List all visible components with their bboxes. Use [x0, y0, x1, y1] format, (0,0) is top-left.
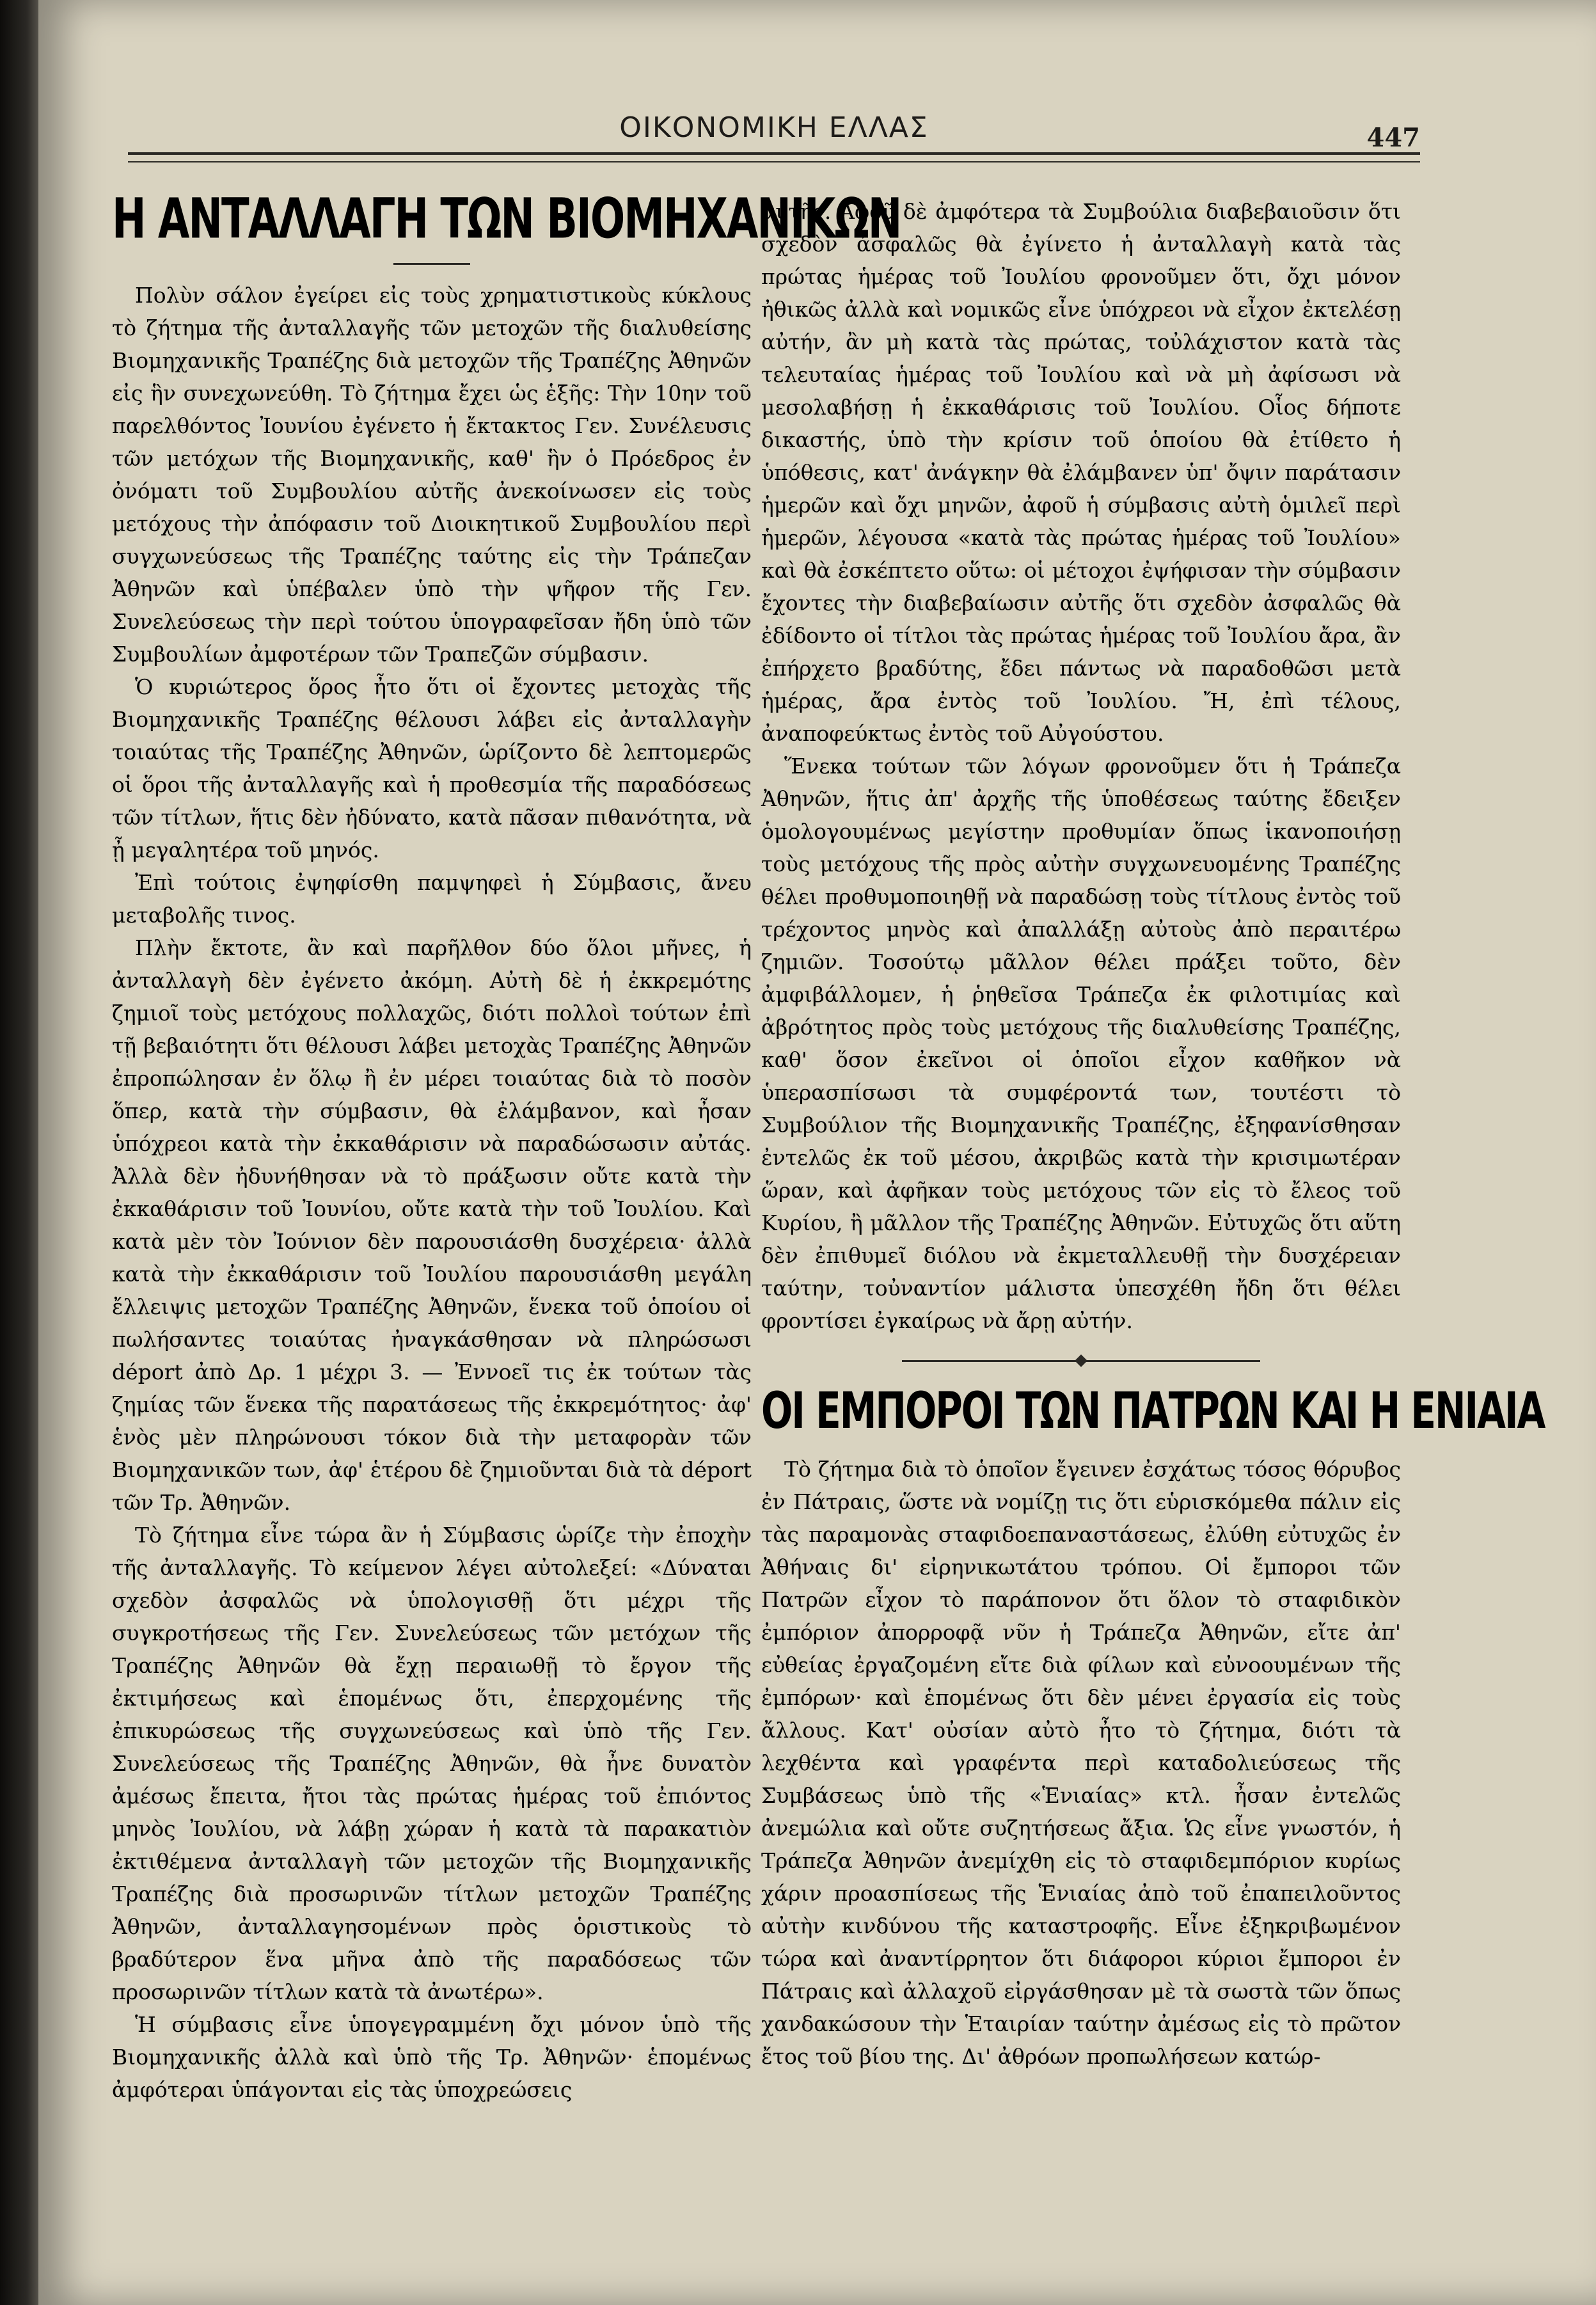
article1-paragraph: Πλὴν ἔκτοτε, ἂν καὶ παρῆλθον δύο ὅλοι μῆνες, ἡ ἀνταλλαγὴ δὲν ἐγένετο ἀκόμη. Αὐτὴ δὲ ἡ ἐκκρεμότης ζημιοῖ τοὺς μετόχους πολλαχῶς, διότι πολλοὶ τούτων ἐπὶ τῇ βεβαιότητι ὅτι θέλουσι λάβει μετοχὰς Τραπέζης Ἀθηνῶν ἐπροπώλησαν ἐν ὅλῳ ἢ ἐν μέρει τοιαύτας διὰ τὸ ποσὸν ὅπερ, κατὰ τὴν σύμβασιν, θὰ ἐλάμβανον, καὶ ἦσαν ὑπόχρεοι κατὰ τὴν ἐκκαθάρισιν νὰ παραδώσωσιν αὐτάς. Ἀλλὰ δὲν ἠδυνήθησαν νὰ τὸ πράξωσιν οὔτε κατὰ τὴν ἐκκαθάρισιν τοῦ Ἰουνίου, οὔτε κατὰ τὴν τοῦ Ἰουλίου. Καὶ κατὰ μὲν τὸν Ἰούνιον δὲν παρουσιάσθη δυσχέρεια· ἀλλὰ κατὰ τὴν ἐκκαθάρισιν τοῦ Ἰουλίου παρουσιάσθη μεγάλη ἔλλειψις μετοχῶν Τραπέζης Ἀθηνῶν, ἕνεκα τοῦ ὁποίου οἱ πωλήσαντες τοιαύτας ἠναγκάσθησαν νὰ πληρώσωσι déport ἀπὸ Δρ. 1 μέχρι 3. — Ἐννοεῖ τις ἐκ τούτων τὰς ζημίας τῶν ἕνεκα τῆς παρατάσεως τῆς ἐκκρεμότητος· ἀφ' ἑνὸς μὲν πληρώνουσι τόκον διὰ τὴν μεταφορὰν τῶν Βιομηχανικῶν των, ἀφ' ἑτέρου δὲ ζημιοῦνται διὰ τὰ déport τῶν Τρ. Ἀθηνῶν. — [112, 935, 752, 1515]
left-column — [112, 182, 901, 2106]
header-rule — [128, 161, 1420, 162]
article2-title: ΟΙ ΕΜΠΟΡΟΙ ΤΩΝ ΠΑΤΡΩΝ ΚΑΙ Η ΕΝΙΑΙΑ — [761, 1381, 1545, 1440]
article1-title: Η ΑΝΤΑΛΛΑΓΗ ΤΩΝ ΒΙΟΜΗΧΑΝΙΚΩΝ — [112, 187, 901, 251]
article1-continuation: αὐτῆς. Ἀφοῦ δὲ ἀμφότερα τὰ Συμβούλια διαβεβαιοῦσιν ὅτι σχεδὸν ἀσφαλῶς θὰ ἐγίνετο ἡ ἀνταλλαγὴ κατὰ τὰς πρώτας ἡμέρας τοῦ Ἰουλίου φρονοῦμεν ὅτι, ὄχι μόνον ἠθικῶς ἀλλὰ καὶ νομικῶς εἶνε ὑπόχρεοι νὰ εἶχον ἐκτελέσῃ αὐτήν, ἂν μὴ κατὰ τὰς πρώτας, τοὐλάχιστον κατὰ τὰς τελευταίας ἡμέρας τοῦ Ἰουλίου καὶ νὰ μὴ ἀφίσωσι νὰ μεσολαβήσῃ ἡ ἐκκαθάρισις τοῦ Ἰουλίου. Οἷος δήποτε δικαστής, ὑπὸ τὴν κρίσιν τοῦ ὁποίου θὰ ἐτίθετο ἡ ὑπόθεσις, κατ' ἀνάγκην θὰ ἐλάμβανεν ὑπ' ὄψιν παράτασιν ἡμερῶν καὶ ὄχι μηνῶν, ἀφοῦ ἡ σύμβασις αὐτὴ ὁμιλεῖ περὶ ἡμερῶν, λέγουσα «κατὰ τὰς πρώτας ἡμέρας τοῦ Ἰουλίου» καὶ θὰ ἐσκέπτετο οὕτω: οἱ μέτοχοι ἐψήφισαν τὴν σύμβασιν ἔχοντες τὴν διαβεβαίωσιν αὐτῆς ὅτι σχεδὸν ἀσφαλῶς θὰ ἐδίδοντο οἱ τίτλοι τὰς πρώτας ἡμέρας τοῦ Ἰουλίου ἄρα, ἂν ἐπήρχετο βραδύτης, ἔδει πάντως νὰ παραδοθῶσι μετὰ ἡμέρας, ἄρα ἐντὸς τοῦ Ἰουλίου. Ἤ, ἐπὶ τέλους, ἀναποφεύκτως ἐντὸς τοῦ Αὐγούστου. — [761, 199, 1401, 746]
article2-paragraph: Τὸ ζήτημα διὰ τὸ ὁποῖον ἔγεινεν ἐσχάτως τόσος θόρυβος ἐν Πάτραις, ὥστε νὰ νομίζῃ τις ὅτι εὑρισκόμεθα πάλιν εἰς τὰς παραμονὰς σταφιδοεπαναστάσεως, ἐλύθη εὐτυχῶς ἐν Ἀθήναις δι' εἰρηνικωτάτου τρόπου. Οἱ ἔμποροι τῶν Πατρῶν εἶχον τὸ παράπονον ὅτι ὅλον τὸ σταφιδικὸν ἐμπόριον ἀπορροφᾷ νῦν ἡ Τράπεζα Ἀθηνῶν, εἴτε ἀπ' εὐθείας ἐργαζομένη εἴτε διὰ φίλων καὶ εὐνοουμένων τῆς ἐμπόρων· καὶ ἑπομένως ὅτι δὲν μένει ἐργασία εἰς τοὺς ἄλλους. Κατ' οὐσίαν αὐτὸ ἦτο τὸ ζήτημα, διότι τὰ λεχθέντα καὶ γραφέντα περὶ καταδολιεύσεως τῆς Συμβάσεως ὑπὸ τῆς «Ἑνιαίας» κτλ. ἦσαν ἐντελῶς ἀνεμώλια καὶ οὔτε συζητήσεως ἄξια. Ὡς εἶνε γνωστόν, ἡ Τράπεζα Ἀθηνῶν ἀνεμίχθη εἰς τὸ σταφιδεμπόριον κυρίως χάριν προασπίσεως τῆς Ἑνιαίας ἀπὸ τοῦ ἐπαπειλοῦντος αὐτὴν κινδύνου τῆς καταστροφῆς. Εἶνε ἐξηκριβωμένον τώρα καὶ ἀναντίρρητον ὅτι διάφοροι κύριοι ἔμποροι ἐν Πάτραις καὶ ἀλλαχοῦ εἰργάσθησαν μὲ τὰ σωστὰ τῶν ὅπως χανδακώσουν τὴν Ἑταιρίαν ταύτην ἀμέσως εἰς τὸ πρῶτον ἔτος τοῦ βίου της. Δι' ἀθρόων προπωλήσεων κατώρ- — [761, 1457, 1401, 2069]
title-rule — [393, 263, 470, 265]
page-number: 447 — [1366, 123, 1420, 153]
right-column — [761, 195, 1545, 2073]
article1-paragraph: Τὸ ζήτημα εἶνε τώρα ἂν ἡ Σύμβασις ὡρίζε τὴν ἐποχὴν τῆς ἀνταλλαγῆς. Τὸ κείμενον λέγει αὐτολεξεί: «Δύναται σχεδὸν ἀσφαλῶς νὰ ὑπολογισθῇ ὅτι μέχρι τῆς συγκροτήσεως τῆς Γεν. Συνελεύσεως τῶν μετόχων τῆς Τραπέζης Ἀθηνῶν θὰ ἔχῃ περαιωθῇ τὸ ἔργον τῆς ἐκτιμήσεως καὶ ἑπομένως ὅτι, ἐπερχομένης τῆς ἐπικυρώσεως τῆς συγχωνεύσεως καὶ ὑπὸ τῆς Γεν. Συνελεύσεως τῆς Τραπέζης Ἀθηνῶν, θὰ ἦνε δυνατὸν ἀμέσως ἔπειτα, ἤτοι τὰς πρώτας ἡμέρας τοῦ ἐπιόντος μηνὸς Ἰουλίου, νὰ λάβῃ χώραν ἡ κατὰ τὰ παρακατιὸν ἐκτιθέμενα ἀνταλλαγὴ τῶν μετοχῶν τῆς Βιομηχανικῆς Τραπέζης διὰ προσωρινῶν τίτλων μετοχῶν Τραπέζης Ἀθηνῶν, ἀνταλλαγησομένων πρὸς ὁριστικοὺς τὸ βραδύτερον ἕνα μῆνα ἀπὸ τῆς παραδόσεως τῶν προσωρινῶν τίτλων κατὰ τὰ ἀνωτέρω». — [112, 1523, 752, 2004]
article1-paragraph: Ἐπὶ τούτοις ἐψηφίσθη παμψηφεὶ ἡ Σύμβασις, ἄνευ μεταβολῆς τινος. — [112, 870, 752, 928]
article1-paragraph: Πολὺν σάλον ἐγείρει εἰς τοὺς χρηματιστικοὺς κύκλους τὸ ζήτημα τῆς ἀνταλλαγῆς τῶν μετοχῶν τῆς διαλυθείσης Βιομηχανικῆς Τραπέζης διὰ μετοχῶν τῆς Τραπέζης Ἀθηνῶν εἰς ἣν συνεχωνεύθη. Τὸ ζήτημα ἔχει ὡς ἑξῆς: Τὴν 10ην τοῦ παρελθόντος Ἰουνίου ἐγένετο ἡ ἔκτακτος Γεν. Συνέλευσις τῶν μετόχων τῆς Βιομηχανικῆς, καθ' ἣν ὁ Πρόεδρος ἐν ὀνόματι τοῦ Συμβουλίου αὐτῆς ἀνεκοίνωσεν εἰς τοὺς μετόχους τὴν ἀπόφασιν τοῦ Διοικητικοῦ Συμβουλίου περὶ συγχωνεύσεως τῆς Τραπέζης ταύτης εἰς τὴν Τράπεζαν Ἀθηνῶν καὶ ὑπέβαλεν ὑπὸ τὴν ψῆφον τῆς Γεν. Συνελεύσεως τὴν περὶ τούτου ὑπογραφεῖσαν ἤδη ὑπὸ τῶν Συμβουλίων ἀμφοτέρων τῶν Τραπεζῶν σύμβασιν. — [112, 283, 752, 667]
page-header — [128, 107, 1420, 155]
running-title: ΟΙΚΟΝΟΜΙΚΗ ΕΛΛΑΣ — [619, 111, 929, 144]
article1-paragraph: Ὁ κυριώτερος ὅρος ἦτο ὅτι οἱ ἔχοντες μετοχὰς τῆς Βιομηχανικῆς Τραπέζης θέλουσι λάβει εἰς ἀνταλλαγὴν τοιαύτας τῆς Τραπέζης Ἀθηνῶν, ὡρίζοντο δὲ λεπτομερῶς οἱ ὅροι τῆς ἀνταλλαγῆς καὶ ἡ προθεσμία τῆς παραδόσεως τῶν τίτλων, ἥτις δὲν ἠδύνατο, κατὰ πᾶσαν πιθανότητα, νὰ ᾖ μεγαλητέρα τοῦ μηνός. — [112, 674, 752, 862]
article-divider — [902, 1360, 1260, 1362]
article1-paragraph: Ἡ σύμβασις εἶνε ὑπογεγραμμένη ὄχι μόνον ὑπὸ τῆς Βιομηχανικῆς ἀλλὰ καὶ ὑπὸ τῆς Τρ. Ἀθηνῶν· ἑπομένως ἀμφότεραι ὑπάγονται εἰς τὰς ὑποχρεώσεις — [112, 2012, 752, 2102]
article1-continuation: Ἕνεκα τούτων τῶν λόγων φρονοῦμεν ὅτι ἡ Τράπεζα Ἀθηνῶν, ἥτις ἀπ' ἀρχῆς τῆς ὑποθέσεως ταύτης ἔδειξεν ὁμολογουμένως μεγίστην προθυμίαν ὅπως ἱκανοποιήσῃ τοὺς μετόχους τῆς πρὸς αὐτὴν συγχωνευομένης Τραπέζης θέλει προθυμοποιηθῇ νὰ παραδώσῃ τοὺς τίτλους ἐντὸς τοῦ τρέχοντος μηνὸς καὶ ἀπαλλάξῃ αὐτοὺς ἀπὸ περαιτέρω ζημιῶν. Τοσούτῳ μᾶλλον θέλει πράξει τοῦτο, δὲν ἀμφιβάλλομεν, ἡ ῥηθεῖσα Τράπεζα ἐκ φιλοτιμίας καὶ ἀβρότητος πρὸς τοὺς μετόχους τῆς διαλυθείσης Τραπέζης, καθ' ὅσον ἐκεῖνοι οἱ ὁποῖοι εἶχον καθῆκον νὰ ὑπερασπίσωσι τὰ συμφέροντά των, τουτέστι τὸ Συμβούλιον τῆς Βιομηχανικῆς Τραπέζης, ἐξηφανίσθησαν ἐντελῶς ἐκ τοῦ μέσου, ἀκριβῶς κατὰ τὴν κρισιμωτέραν ὥραν, καὶ ἀφῆκαν τοὺς μετόχους τῶν εἰς τὸ ἔλεος τοῦ Κυρίου, ἢ μᾶλλον τῆς Τραπέζης Ἀθηνῶν. Εὐτυχῶς ὅτι αὕτη δὲν ἐπιθυμεῖ διόλου νὰ ἐκμεταλλευθῇ τὴν δυσχέρειαν ταύτην, τοὐναντίον μάλιστα ὑπεσχέθη ἤδη ὅτι θέλει φροντίσει ἐγκαίρως νὰ ἄρῃ αὐτήν. — [761, 754, 1401, 1333]
divider-ornament — [1075, 1354, 1087, 1367]
